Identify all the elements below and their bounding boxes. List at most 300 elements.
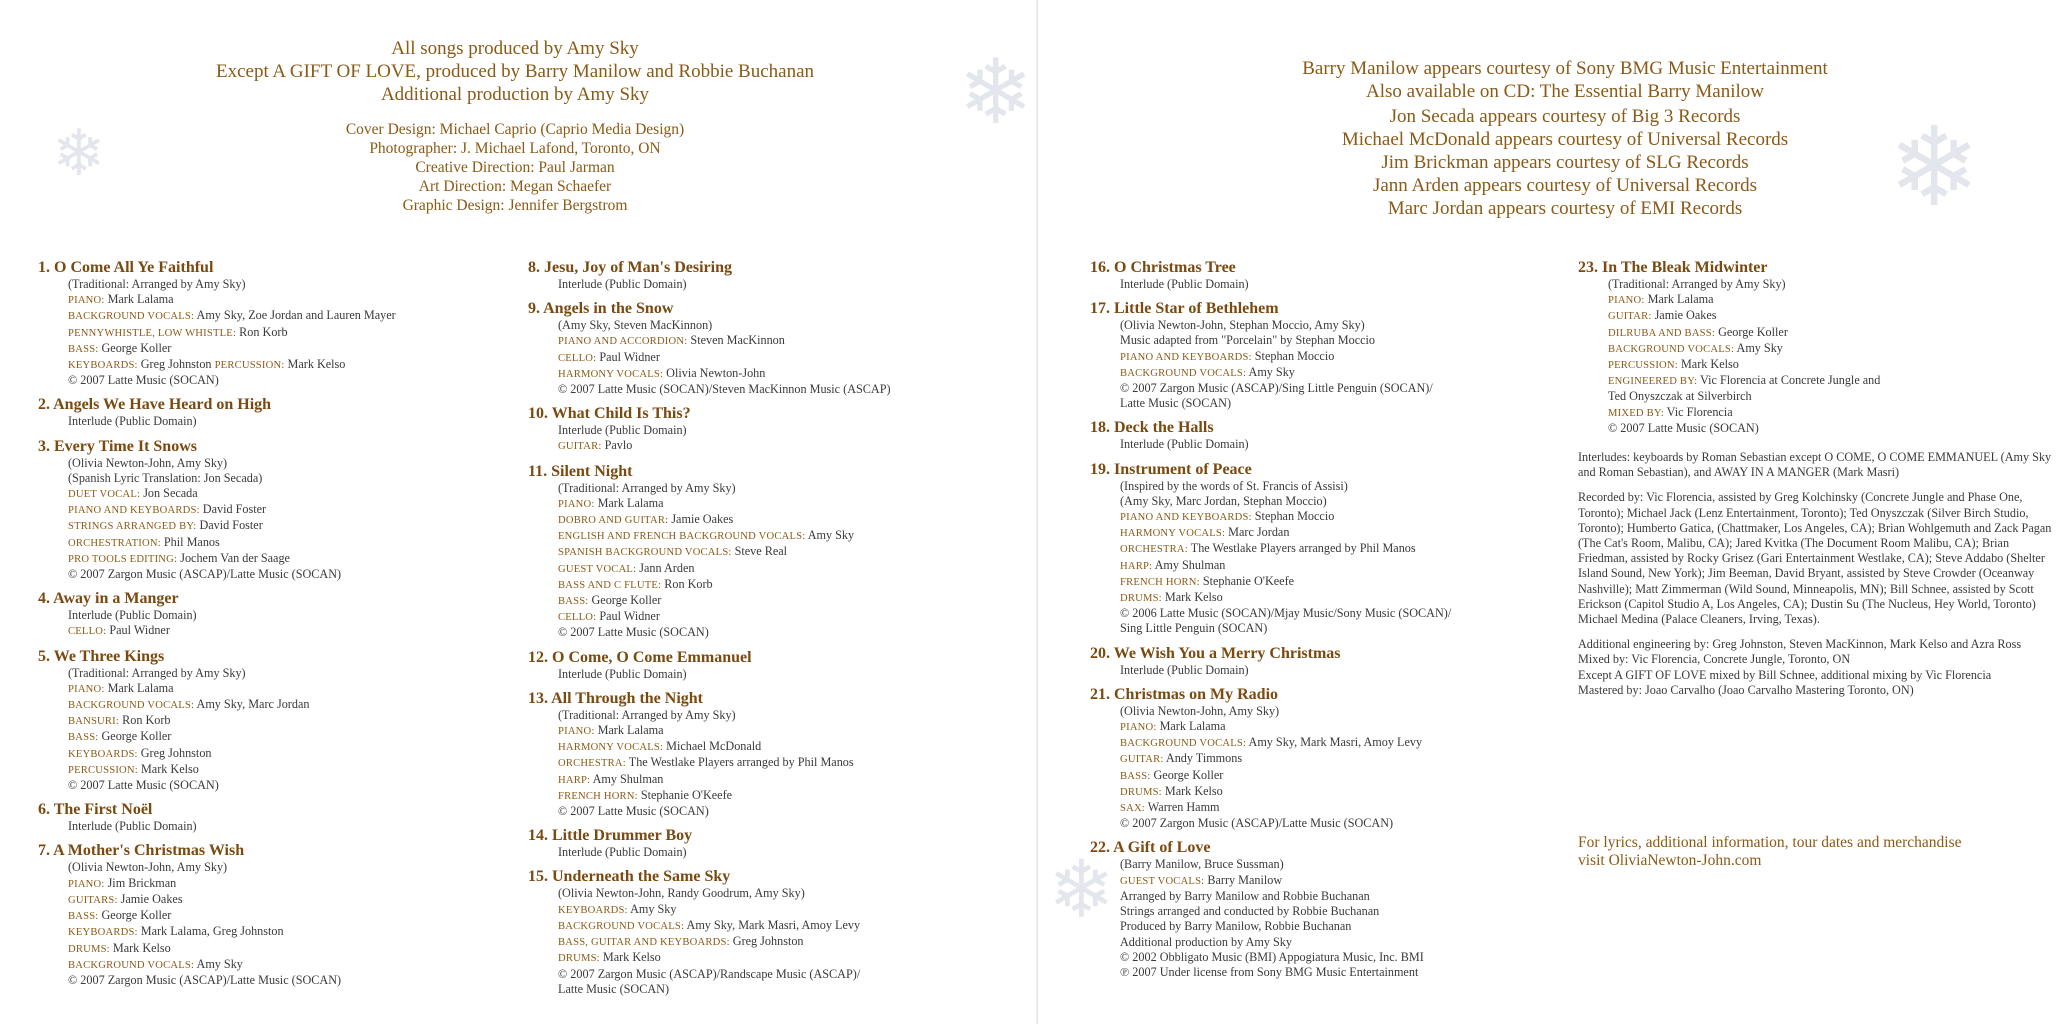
credit-role: STRINGS ARRANGED BY:: [68, 521, 197, 533]
credit-text: Mark Lalama: [104, 292, 174, 307]
credit-line: [38, 373, 468, 388]
credit-role: BANSURI:: [68, 716, 120, 728]
credit-role: GUITARS:: [68, 894, 118, 906]
credit-role: DRUMS:: [1120, 593, 1162, 605]
credit-text: George Koller: [98, 340, 172, 355]
credit-role: PIANO:: [558, 498, 595, 510]
track-item: [38, 841, 468, 988]
credit-role: ORCHESTRATION:: [68, 537, 161, 549]
credit-line: [1090, 509, 1520, 525]
page-fold: [1036, 0, 1038, 1024]
credit-line: [1090, 919, 1520, 934]
track-item: [38, 589, 468, 639]
credit-line: [528, 512, 958, 528]
credit-text: Jann Arden: [636, 560, 695, 575]
track-title: 11. Silent Night: [528, 462, 633, 480]
track-item: [38, 800, 468, 834]
credit-line: [1090, 494, 1520, 509]
credit-line: [528, 918, 958, 934]
credit-line: [1090, 663, 1520, 678]
credit-text: © 2007 Zargon Music (ASCAP)/Randscape Music (ASCAP)/: [558, 966, 861, 981]
track-title: 9. Angels in the Snow: [528, 300, 674, 318]
credit-role: PIANO:: [68, 683, 105, 695]
tracklist-column-3: [1090, 258, 1520, 987]
credit-line: [1578, 341, 2008, 357]
credit-text: Jamie Oakes: [117, 891, 183, 906]
track-title: 21. Christmas on My Radio: [1090, 685, 1279, 703]
credit-line: [1578, 421, 2008, 436]
track-title: 5. We Three Kings: [38, 647, 165, 665]
credit-role: DRUMS:: [558, 953, 600, 965]
credit-text: Amy Shulman: [1152, 557, 1226, 572]
credit-line: [38, 325, 468, 341]
credit-role: HARMONY VOCALS:: [558, 742, 664, 754]
track-item: [528, 648, 958, 682]
credit-line: [1090, 735, 1520, 751]
courtesy-line: Jim Brickman appears courtesy of SLG Records: [1381, 152, 1749, 173]
credit-line: [1090, 479, 1520, 494]
credit-line: [528, 967, 958, 982]
snowflake-icon: ❄: [52, 117, 106, 191]
track-item: [528, 462, 958, 641]
credit-text: Steve Real: [731, 544, 788, 559]
credit-role: BASS:: [68, 911, 99, 923]
credit-text: Interlude (Public Domain): [68, 819, 197, 834]
credit-text: Interlude (Public Domain): [68, 414, 197, 429]
credit-role: GUITAR:: [1120, 754, 1164, 766]
credit-role: DRUMS:: [68, 943, 110, 955]
credit-text: Mark Kelso: [284, 357, 346, 372]
credit-text: The Westlake Players arranged by Phil Manos: [1187, 541, 1416, 556]
credit-role: DOBRO AND GUITAR:: [558, 515, 669, 527]
credit-line: [528, 708, 958, 723]
credit-line: [38, 778, 468, 793]
credit-line: [528, 333, 958, 349]
credit-line: [1090, 318, 1520, 333]
credit-text: Mark Kelso: [137, 761, 199, 776]
credit-line: [1090, 574, 1520, 590]
credit-text: Interlude (Public Domain): [1120, 437, 1249, 452]
credit-role: ENGINEERED BY:: [1608, 376, 1698, 388]
credit-line: [38, 486, 468, 502]
credit-role: PERCUSSION:: [214, 360, 285, 372]
credit-line: [1090, 437, 1520, 452]
credit-role: DUET VOCAL:: [68, 489, 141, 501]
snowflake-icon: ❄: [1048, 843, 1116, 936]
credit-line: [1090, 751, 1520, 767]
credit-text: Amy Sky, Mark Masri, Amoy Levy: [684, 917, 861, 932]
track-item: [38, 395, 468, 429]
credit-text: Mark Kelso: [1161, 783, 1223, 798]
track-title: 13. All Through the Night: [528, 689, 704, 707]
credit-line: [38, 924, 468, 940]
credit-line: [38, 502, 468, 518]
credit-text: (Traditional: Arranged by Amy Sky): [68, 277, 246, 291]
courtesy-line: Jon Secada appears courtesy of Big 3 Records: [1389, 106, 1741, 127]
credit-text: Sing Little Penguin (SOCAN): [1120, 621, 1268, 636]
credit-text: (Olivia Newton-John, Amy Sky): [1120, 703, 1280, 718]
credit-text: © 2007 Latte Music (SOCAN)/Steven MacKinnon Music (ASCAP): [558, 382, 891, 397]
track-item: [1090, 258, 1520, 292]
credit-line: [38, 729, 468, 745]
credit-role: PIANO AND KEYBOARDS:: [1120, 351, 1252, 363]
credit-line: [1090, 365, 1520, 381]
tracklist-column-2: [528, 258, 958, 1004]
design-line: Photographer: J. Michael Lafond, Toronto, ON: [369, 140, 661, 157]
credit-role: PIANO AND KEYBOARDS:: [68, 505, 200, 517]
credit-line: [1090, 621, 1520, 636]
credit-text: © 2007 Zargon Music (ASCAP)/Latte Music (SOCAN): [68, 972, 342, 987]
credit-role: BACKGROUND VOCALS:: [68, 959, 195, 971]
credit-text: Paul Widner: [106, 623, 170, 638]
credit-text: Amy Sky: [194, 956, 243, 971]
credit-text: Amy Sky, Zoe Jordan and Lauren Mayer: [194, 308, 396, 323]
credit-text: © 2007 Latte Music (SOCAN): [558, 625, 709, 640]
credit-role: HARMONY VOCALS:: [558, 368, 664, 380]
credit-text: (Inspired by the words of St. Francis of Assisi): [1120, 478, 1348, 493]
credit-line: [1578, 292, 2008, 308]
credit-role: BASS:: [1120, 770, 1151, 782]
production-line: Except A GIFT OF LOVE, produced by Barry Manilow and Robbie Buchanan: [215, 61, 815, 82]
credit-text: © 2007 Latte Music (SOCAN): [1608, 420, 1759, 435]
track-title: 19. Instrument of Peace: [1090, 460, 1252, 478]
track-title: 7. A Mother's Christmas Wish: [38, 842, 245, 860]
credit-line: [528, 772, 958, 788]
credit-role: GUITAR:: [558, 441, 602, 453]
credit-line: [1578, 308, 2008, 324]
credit-line: [528, 438, 958, 454]
credit-line: [1090, 857, 1520, 872]
credit-line: [528, 366, 958, 382]
credit-text: Warren Hamm: [1144, 800, 1220, 815]
courtesy-line: Jann Arden appears courtesy of Universal Records: [1372, 175, 1758, 196]
credit-text: Interlude (Public Domain): [558, 423, 687, 438]
credit-text: Music adapted from "Porcelain" by Stephan Moccio: [1120, 333, 1375, 348]
credit-text: Strings arranged and conducted by Robbie Buchanan: [1120, 904, 1380, 919]
credit-text: (Traditional: Arranged by Amy Sky): [558, 480, 736, 495]
credit-line: [38, 308, 468, 324]
credit-line: [528, 950, 958, 966]
credit-role: BACKGROUND VOCALS:: [1608, 343, 1735, 355]
design-line: Creative Direction: Paul Jarman: [415, 159, 615, 176]
credit-line: [1578, 357, 2008, 373]
credit-text: Mark Kelso: [599, 950, 661, 965]
credit-role: PIANO:: [1120, 722, 1157, 734]
credit-text: (Traditional: Arranged by Amy Sky): [1608, 277, 1786, 291]
track-title: 18. Deck the Halls: [1090, 419, 1214, 437]
credit-line: [1090, 381, 1520, 396]
track-title: 3. Every Time It Snows: [38, 437, 197, 455]
credit-line: [38, 341, 468, 357]
credit-text: Phil Manos: [160, 534, 220, 549]
credit-line: [528, 723, 958, 739]
track-item: [1090, 644, 1520, 678]
credit-text: Interlude (Public Domain): [558, 277, 687, 291]
credit-line: [1090, 904, 1520, 919]
credit-line: [528, 544, 958, 560]
track-item: [38, 437, 468, 583]
credit-line: [528, 902, 958, 918]
track-title: 6. The First Noël: [38, 801, 153, 819]
credit-line: [1090, 768, 1520, 784]
credit-line: [38, 941, 468, 957]
credit-text: Jim Brickman: [104, 875, 177, 890]
credit-line: [528, 318, 958, 333]
credit-line: [1090, 800, 1520, 816]
credit-text: Stephanie O'Keefe: [637, 787, 733, 802]
credit-text: Ron Korb: [661, 576, 713, 591]
credit-text: Mark Lalama: [1156, 719, 1226, 734]
credit-line: [528, 625, 958, 640]
credit-text: Interlude (Public Domain): [558, 845, 687, 860]
credit-text: (Olivia Newton-John, Randy Goodrum, Amy Sky): [558, 886, 805, 901]
credit-line: [1090, 889, 1520, 904]
credit-text: (Olivia Newton-John, Amy Sky): [68, 860, 228, 875]
credit-line: [38, 697, 468, 713]
courtesy-line: Michael McDonald appears courtesy of Universal Records: [1341, 129, 1789, 150]
courtesy-line: Marc Jordan appears courtesy of EMI Records: [1387, 198, 1743, 219]
credit-line: [1090, 541, 1520, 557]
credit-text: George Koller: [98, 729, 172, 744]
credit-role: ORCHESTRA:: [1120, 544, 1188, 556]
credit-text: Amy Sky, Marc Jordan: [194, 697, 310, 712]
credit-text: (Barry Manilow, Bruce Sussman): [1120, 857, 1284, 872]
website-link[interactable]: visit OliviaNewton-John.com: [1578, 852, 1762, 869]
credit-text: Amy Sky: [805, 528, 855, 543]
credit-role: BACKGROUND VOCALS:: [558, 920, 685, 932]
credit-text: George Koller: [1715, 324, 1788, 339]
credit-line: [38, 908, 468, 924]
track-title: 16. O Christmas Tree: [1090, 259, 1236, 276]
credit-role: KEYBOARDS:: [68, 927, 138, 939]
credit-text: Andy Timmons: [1163, 751, 1243, 766]
credit-role: FRENCH HORN:: [558, 790, 638, 802]
track-title: 4. Away in a Manger: [38, 590, 179, 608]
credit-line: [38, 762, 468, 778]
credit-text: (Olivia Newton-John, Amy Sky): [68, 455, 228, 470]
note-paragraph: Mixed by: Vic Florencia, Concrete Jungle, Toronto, ON: [1578, 652, 1851, 667]
credit-line: [1090, 558, 1520, 574]
credit-role: BACKGROUND VOCALS:: [1120, 367, 1247, 379]
credit-text: Jochem Van der Saage: [177, 550, 290, 565]
track-title: 22. A Gift of Love: [1090, 839, 1211, 857]
credit-line: [38, 623, 468, 639]
credit-text: © 2007 Zargon Music (ASCAP)/Sing Little Penguin (SOCAN)/: [1120, 381, 1433, 396]
credit-line: [38, 414, 468, 429]
credit-text: Greg Johnston: [137, 745, 212, 760]
credit-role: PERCUSSION:: [68, 764, 138, 776]
credit-text: Ted Onyszczak at Silverbirch: [1608, 389, 1752, 404]
credit-line: [1090, 349, 1520, 365]
track-item: [1090, 685, 1520, 832]
track-item: [528, 826, 958, 860]
credit-text: Interlude (Public Domain): [68, 608, 197, 623]
track-item: [1090, 418, 1520, 452]
credit-text: Additional production by Amy Sky: [1120, 934, 1292, 949]
credit-line: [1090, 965, 1520, 980]
track-item: [1090, 838, 1520, 980]
credit-line: [38, 892, 468, 908]
track-item: [38, 258, 468, 388]
tracklist-column-4: [1578, 258, 2008, 443]
credit-line: [528, 739, 958, 755]
credit-role: GUEST VOCALS:: [1120, 875, 1205, 887]
credit-role: DRUMS:: [1120, 786, 1162, 798]
track-item: [1090, 460, 1520, 637]
credit-role: KEYBOARDS:: [558, 904, 628, 916]
credit-role: PIANO:: [68, 295, 105, 307]
credit-text: Amy Sky: [1246, 364, 1295, 379]
credit-text: Stephan Moccio: [1251, 348, 1335, 363]
credit-role: GUEST VOCAL:: [558, 563, 637, 575]
credit-line: [1090, 935, 1520, 950]
credit-text: © 2007 Zargon Music (ASCAP)/Latte Music (SOCAN): [1120, 816, 1394, 831]
right-credits: [1180, 57, 1950, 220]
recording-notes: [1578, 450, 2058, 698]
track-title: 20. We Wish You a Merry Christmas: [1090, 644, 1341, 662]
credit-line: [528, 934, 958, 950]
credit-role: ENGLISH AND FRENCH BACKGROUND VOCALS:: [558, 531, 806, 543]
credit-line: [38, 860, 468, 875]
track-item: [1090, 299, 1520, 411]
credit-role: BACKGROUND VOCALS:: [68, 311, 195, 323]
credit-role: BACKGROUND VOCALS:: [1120, 738, 1247, 750]
credit-text: Interlude (Public Domain): [558, 666, 687, 681]
credit-line: [528, 496, 958, 512]
credit-text: © 2007 Latte Music (SOCAN): [68, 778, 219, 793]
credit-text: George Koller: [98, 908, 172, 923]
credit-line: [1090, 784, 1520, 800]
credit-role: ORCHESTRA:: [558, 758, 626, 770]
snowflake-icon: ❄: [958, 40, 1034, 145]
credit-role: CELLO:: [68, 626, 107, 638]
credit-line: [528, 609, 958, 625]
credit-line: [1090, 873, 1520, 889]
promo-line: For lyrics, additional information, tour dates and merchandise: [1578, 834, 1962, 851]
credit-line: [38, 551, 468, 567]
credit-text: Marc Jordan: [1225, 525, 1290, 540]
credit-line: [1578, 277, 2008, 292]
credit-text: ℗ 2007 Under license from Sony BMG Music Entertainment: [1120, 964, 1419, 979]
credit-line: [528, 755, 958, 771]
credit-role: BASS, GUITAR AND KEYBOARDS:: [558, 937, 730, 949]
credit-role: SPANISH BACKGROUND VOCALS:: [558, 547, 732, 559]
credit-text: Jamie Oakes: [1651, 308, 1717, 323]
track-title: 2. Angels We Have Heard on High: [38, 396, 272, 414]
tracklist-column-1: [38, 258, 468, 995]
credit-line: [38, 535, 468, 551]
credit-role: GUITAR:: [1608, 311, 1652, 323]
credit-text: Latte Music (SOCAN): [1120, 396, 1232, 411]
design-line: Art Direction: Megan Schaefer: [418, 178, 612, 195]
production-line: Additional production by Amy Sky: [380, 84, 650, 105]
credit-role: PIANO:: [68, 878, 105, 890]
credit-text: The Westlake Players arranged by Phil Manos: [625, 755, 854, 770]
credit-text: Arranged by Barry Manilow and Robbie Buchanan: [1120, 888, 1370, 903]
credit-role: PIANO:: [558, 726, 595, 738]
credit-line: [528, 350, 958, 366]
credit-text: © 2002 Obbligato Music (BMI) Appogiatura Music, Inc. BMI: [1120, 949, 1424, 964]
credit-text: George Koller: [1150, 767, 1224, 782]
credit-text: Ron Korb: [119, 713, 171, 728]
production-line: All songs produced by Amy Sky: [391, 38, 639, 59]
credit-role: BASS:: [68, 732, 99, 744]
design-line: Cover Design: Michael Caprio (Caprio Media Design): [345, 121, 685, 138]
credit-text: Interlude (Public Domain): [1120, 662, 1249, 677]
credit-role: FRENCH HORN:: [1120, 576, 1200, 588]
credit-line: [528, 593, 958, 609]
track-item: [528, 258, 958, 292]
credit-line: [528, 982, 958, 997]
credit-text: David Foster: [199, 502, 267, 517]
credit-text: Mark Lalama: [1644, 292, 1714, 307]
track-item: [528, 299, 958, 397]
courtesy-line: Barry Manilow appears courtesy of Sony BMG Music Entertainment: [1302, 58, 1828, 79]
credit-role: HARP:: [1120, 560, 1153, 572]
credit-text: Amy Shulman: [590, 771, 664, 786]
credit-text: (Spanish Lyric Translation: Jon Secada): [68, 470, 263, 485]
credit-role: SAX:: [1120, 803, 1145, 815]
credit-text: Vic Florencia: [1663, 404, 1733, 419]
credit-line: [528, 423, 958, 438]
credit-text: Amy Sky: [1734, 340, 1783, 355]
credit-line: [38, 973, 468, 988]
credit-line: [38, 357, 468, 373]
credit-text: Amy Sky, Mark Masri, Amoy Levy: [1246, 735, 1423, 750]
credit-text: Pavlo: [601, 438, 633, 453]
credit-line: [528, 277, 958, 292]
credit-line: [528, 804, 958, 819]
track-title: 17. Little Star of Bethlehem: [1090, 300, 1279, 318]
credit-role: BASS:: [558, 596, 589, 608]
credit-line: [38, 471, 468, 486]
note-paragraph: Additional engineering by: Greg Johnston, Steven MacKinnon, Mark Kelso and Azra Ross: [1578, 637, 2022, 652]
credit-role: HARP:: [558, 774, 591, 786]
credit-line: [38, 819, 468, 834]
credit-line: [1090, 277, 1520, 292]
credit-line: [1090, 704, 1520, 719]
credit-text: Mark Lalama, Greg Johnston: [137, 924, 284, 939]
credit-role: PIANO AND KEYBOARDS:: [1120, 512, 1252, 524]
credit-text: Steven MacKinnon: [687, 333, 785, 348]
credit-text: Paul Widner: [596, 349, 660, 364]
credit-text: Amy Sky: [627, 901, 677, 916]
credit-line: [1090, 590, 1520, 606]
credit-role: PIANO:: [1608, 295, 1645, 307]
credit-line: [528, 561, 958, 577]
credit-text: Jamie Oakes: [668, 512, 734, 527]
credit-text: Mark Lalama: [594, 723, 664, 738]
credit-text: Jon Secada: [140, 486, 198, 501]
credit-line: [1578, 373, 2008, 389]
credit-line: [38, 681, 468, 697]
credit-role: DILRUBA AND BASS:: [1608, 327, 1716, 339]
credit-role: BACKGROUND VOCALS:: [68, 700, 195, 712]
credit-text: Ron Korb: [236, 324, 288, 339]
credit-line: [528, 667, 958, 682]
credit-text: Greg Johnston: [729, 934, 804, 949]
snowflake-icon: ❄: [1888, 103, 1981, 231]
credit-text: (Olivia Newton-John, Stephan Moccio, Amy Sky): [1120, 318, 1365, 333]
credit-line: [38, 277, 468, 292]
track-title: 10. What Child Is This?: [528, 405, 691, 423]
credit-text: Barry Manilow: [1204, 872, 1283, 887]
credit-line: [1090, 333, 1520, 348]
credit-text: (Traditional: Arranged by Amy Sky): [558, 707, 736, 722]
credit-role: PRO TOOLS EDITING:: [68, 553, 178, 565]
credit-text: Michael McDonald: [663, 739, 762, 754]
credit-line: [38, 876, 468, 892]
